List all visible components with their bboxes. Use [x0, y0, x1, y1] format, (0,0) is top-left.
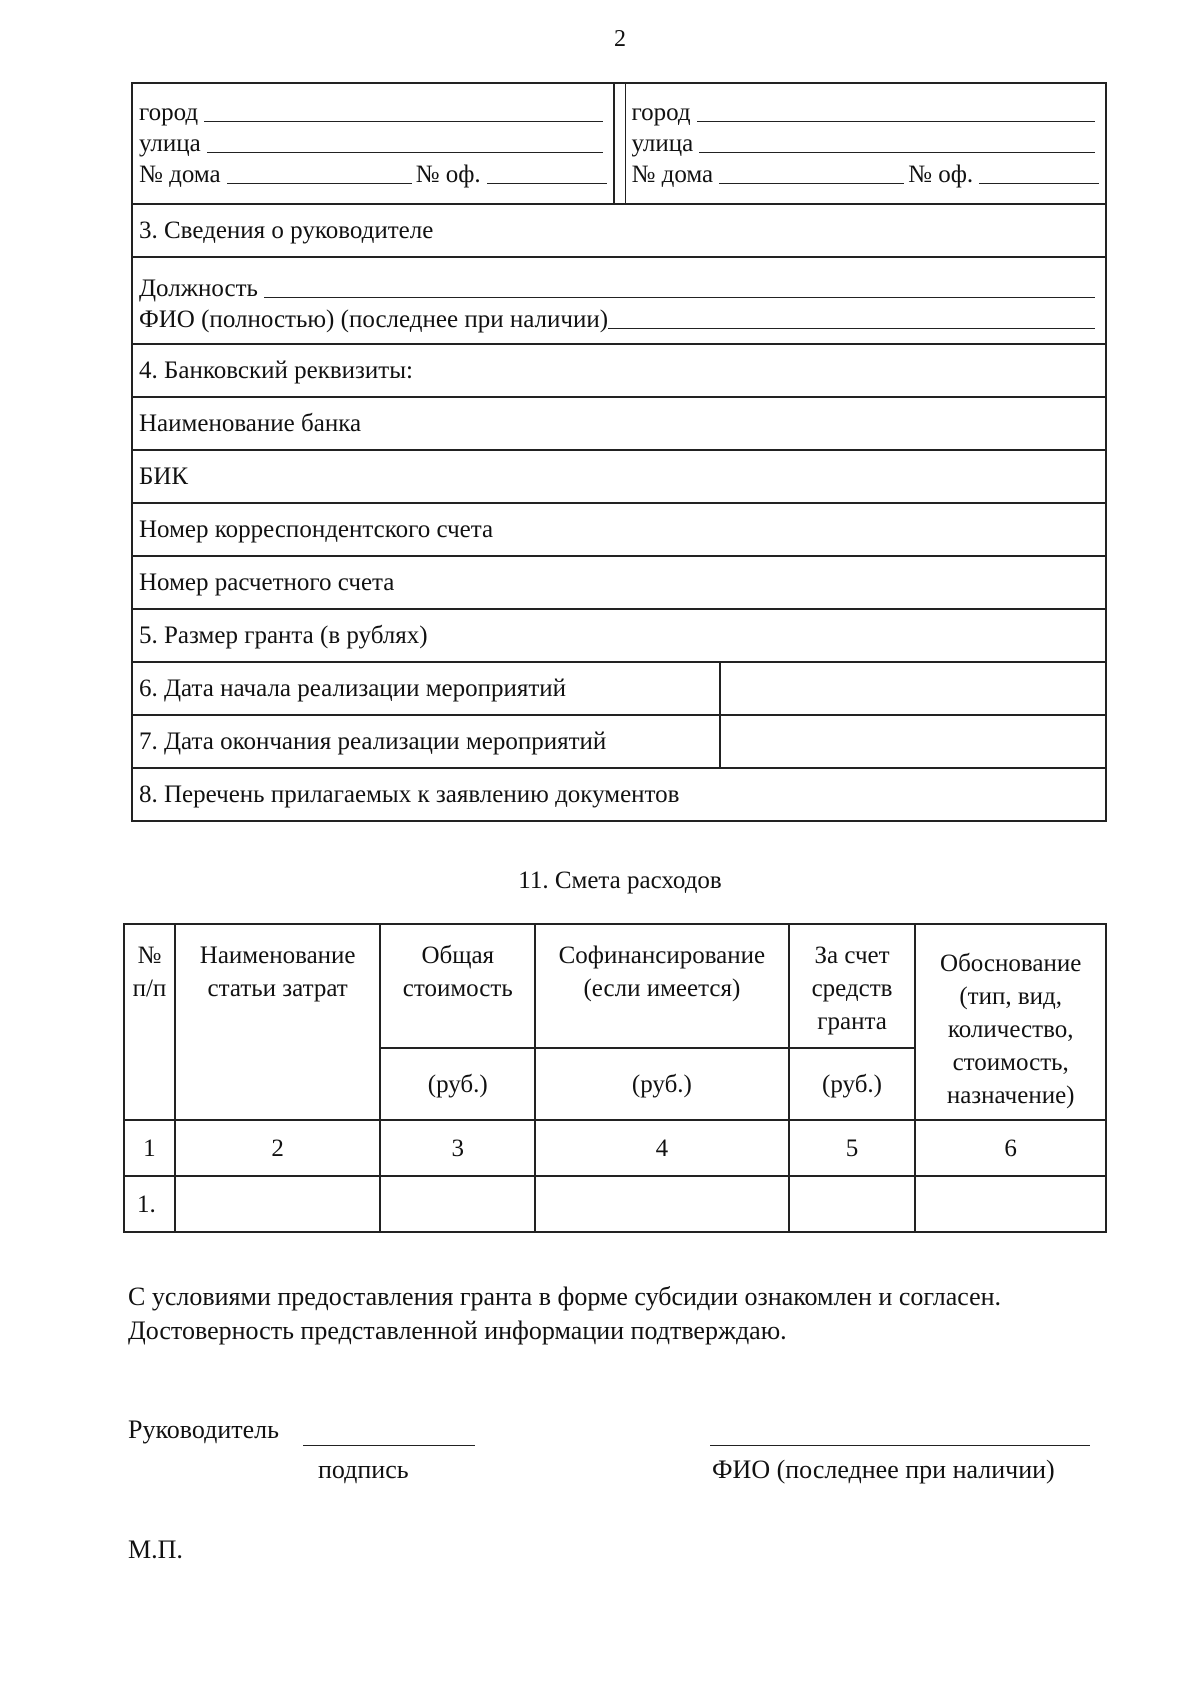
- agreement-line-2: Достоверность представленной информации подтверждаю.: [128, 1316, 787, 1345]
- end-date-label: 7. Дата окончания реализации мероприятий: [133, 716, 721, 767]
- bank-name-row[interactable]: Наименование банка: [133, 396, 1105, 449]
- grant-size-row[interactable]: 5. Размер гранта (в рублях): [133, 608, 1105, 661]
- signature-caption: подпись: [318, 1455, 409, 1484]
- column-number: 1: [124, 1120, 175, 1176]
- agreement-line-1: С условиями предоставления гранта в форме субсидии ознакомлен и согласен.: [128, 1282, 1002, 1311]
- start-date-label: 6. Дата начала реализации мероприятий: [133, 663, 721, 714]
- house-field[interactable]: [227, 182, 412, 184]
- unit-total: (руб.): [380, 1048, 535, 1120]
- bik-row[interactable]: БИК: [133, 449, 1105, 502]
- name-field[interactable]: [710, 1445, 1090, 1446]
- bank-section-heading: 4. Банковский реквизиты:: [133, 343, 1105, 396]
- header-item-name: Наименование статьи затрат: [175, 924, 381, 1120]
- start-date-field[interactable]: [721, 663, 1105, 714]
- manager-section-heading: 3. Сведения о руководителе: [133, 203, 1105, 256]
- name-caption: ФИО (последнее при наличии): [712, 1455, 1055, 1484]
- office-field[interactable]: [487, 182, 607, 184]
- address-left: [133, 84, 615, 203]
- settlement-account-row[interactable]: Номер расчетного счета: [133, 555, 1105, 608]
- table-row: [124, 1176, 1106, 1232]
- column-number: 6: [915, 1120, 1106, 1176]
- office-label: № оф.: [415, 161, 481, 188]
- end-date-field[interactable]: [721, 716, 1105, 767]
- corr-account-row[interactable]: Номер корреспондентского счета: [133, 502, 1105, 555]
- column-number-row: [124, 1120, 1106, 1176]
- end-date-row: [133, 714, 1105, 767]
- column-number: 5: [789, 1120, 916, 1176]
- column-number: 4: [535, 1120, 789, 1176]
- full-name-field[interactable]: [608, 327, 1095, 329]
- manager-details: [133, 256, 1105, 343]
- address-row: [133, 84, 1105, 203]
- row-number: 1.: [124, 1176, 175, 1232]
- header-num: № п/п: [124, 924, 175, 1120]
- house-field[interactable]: [719, 182, 904, 184]
- city-label: город: [631, 99, 691, 126]
- house-label: № дома: [631, 161, 714, 188]
- column-number: 2: [175, 1120, 381, 1176]
- item-name-cell[interactable]: [175, 1176, 381, 1232]
- column-number: 3: [380, 1120, 535, 1176]
- signature-field[interactable]: [303, 1445, 475, 1446]
- grant-funds-cell[interactable]: [789, 1176, 916, 1232]
- position-field[interactable]: [264, 296, 1095, 298]
- city-field[interactable]: [204, 120, 602, 122]
- street-label: улица: [139, 130, 201, 157]
- header-total-cost: Общая стоимость: [380, 924, 535, 1048]
- cofinancing-cell[interactable]: [535, 1176, 789, 1232]
- street-label: улица: [631, 130, 694, 157]
- header-cofinancing: Софинансирование (если имеется): [535, 924, 789, 1048]
- justification-cell[interactable]: [915, 1176, 1106, 1232]
- total-cost-cell[interactable]: [380, 1176, 535, 1232]
- agreement-text: [128, 1280, 1118, 1348]
- signature-label: Руководитель: [128, 1415, 279, 1444]
- estimate-title: 11. Смета расходов: [518, 867, 722, 894]
- house-label: № дома: [139, 161, 221, 188]
- stamp-place: М.П.: [128, 1535, 183, 1564]
- start-date-row: [133, 661, 1105, 714]
- unit-grant: (руб.): [789, 1048, 916, 1120]
- header-grant-funds: За счет средств гранта: [789, 924, 916, 1048]
- unit-cofinancing: (руб.): [535, 1048, 789, 1120]
- office-field[interactable]: [979, 182, 1099, 184]
- header-justification: Обоснование (тип, вид, количество, стоимость, назначение): [915, 924, 1106, 1120]
- city-label: город: [139, 99, 199, 126]
- address-right: [625, 84, 1106, 203]
- application-form-table: [131, 82, 1107, 822]
- estimate-table: [123, 923, 1107, 1233]
- street-field[interactable]: [699, 151, 1095, 153]
- documents-row[interactable]: 8. Перечень прилагаемых к заявлению документов: [133, 767, 1105, 820]
- full-name-label: ФИО (полностью) (последнее при наличии): [139, 306, 609, 333]
- page-number: 2: [614, 26, 626, 52]
- street-field[interactable]: [207, 151, 603, 153]
- office-label: № оф.: [908, 161, 974, 188]
- position-label: Должность: [139, 275, 258, 302]
- signature-block: [128, 1415, 1108, 1495]
- city-field[interactable]: [697, 120, 1095, 122]
